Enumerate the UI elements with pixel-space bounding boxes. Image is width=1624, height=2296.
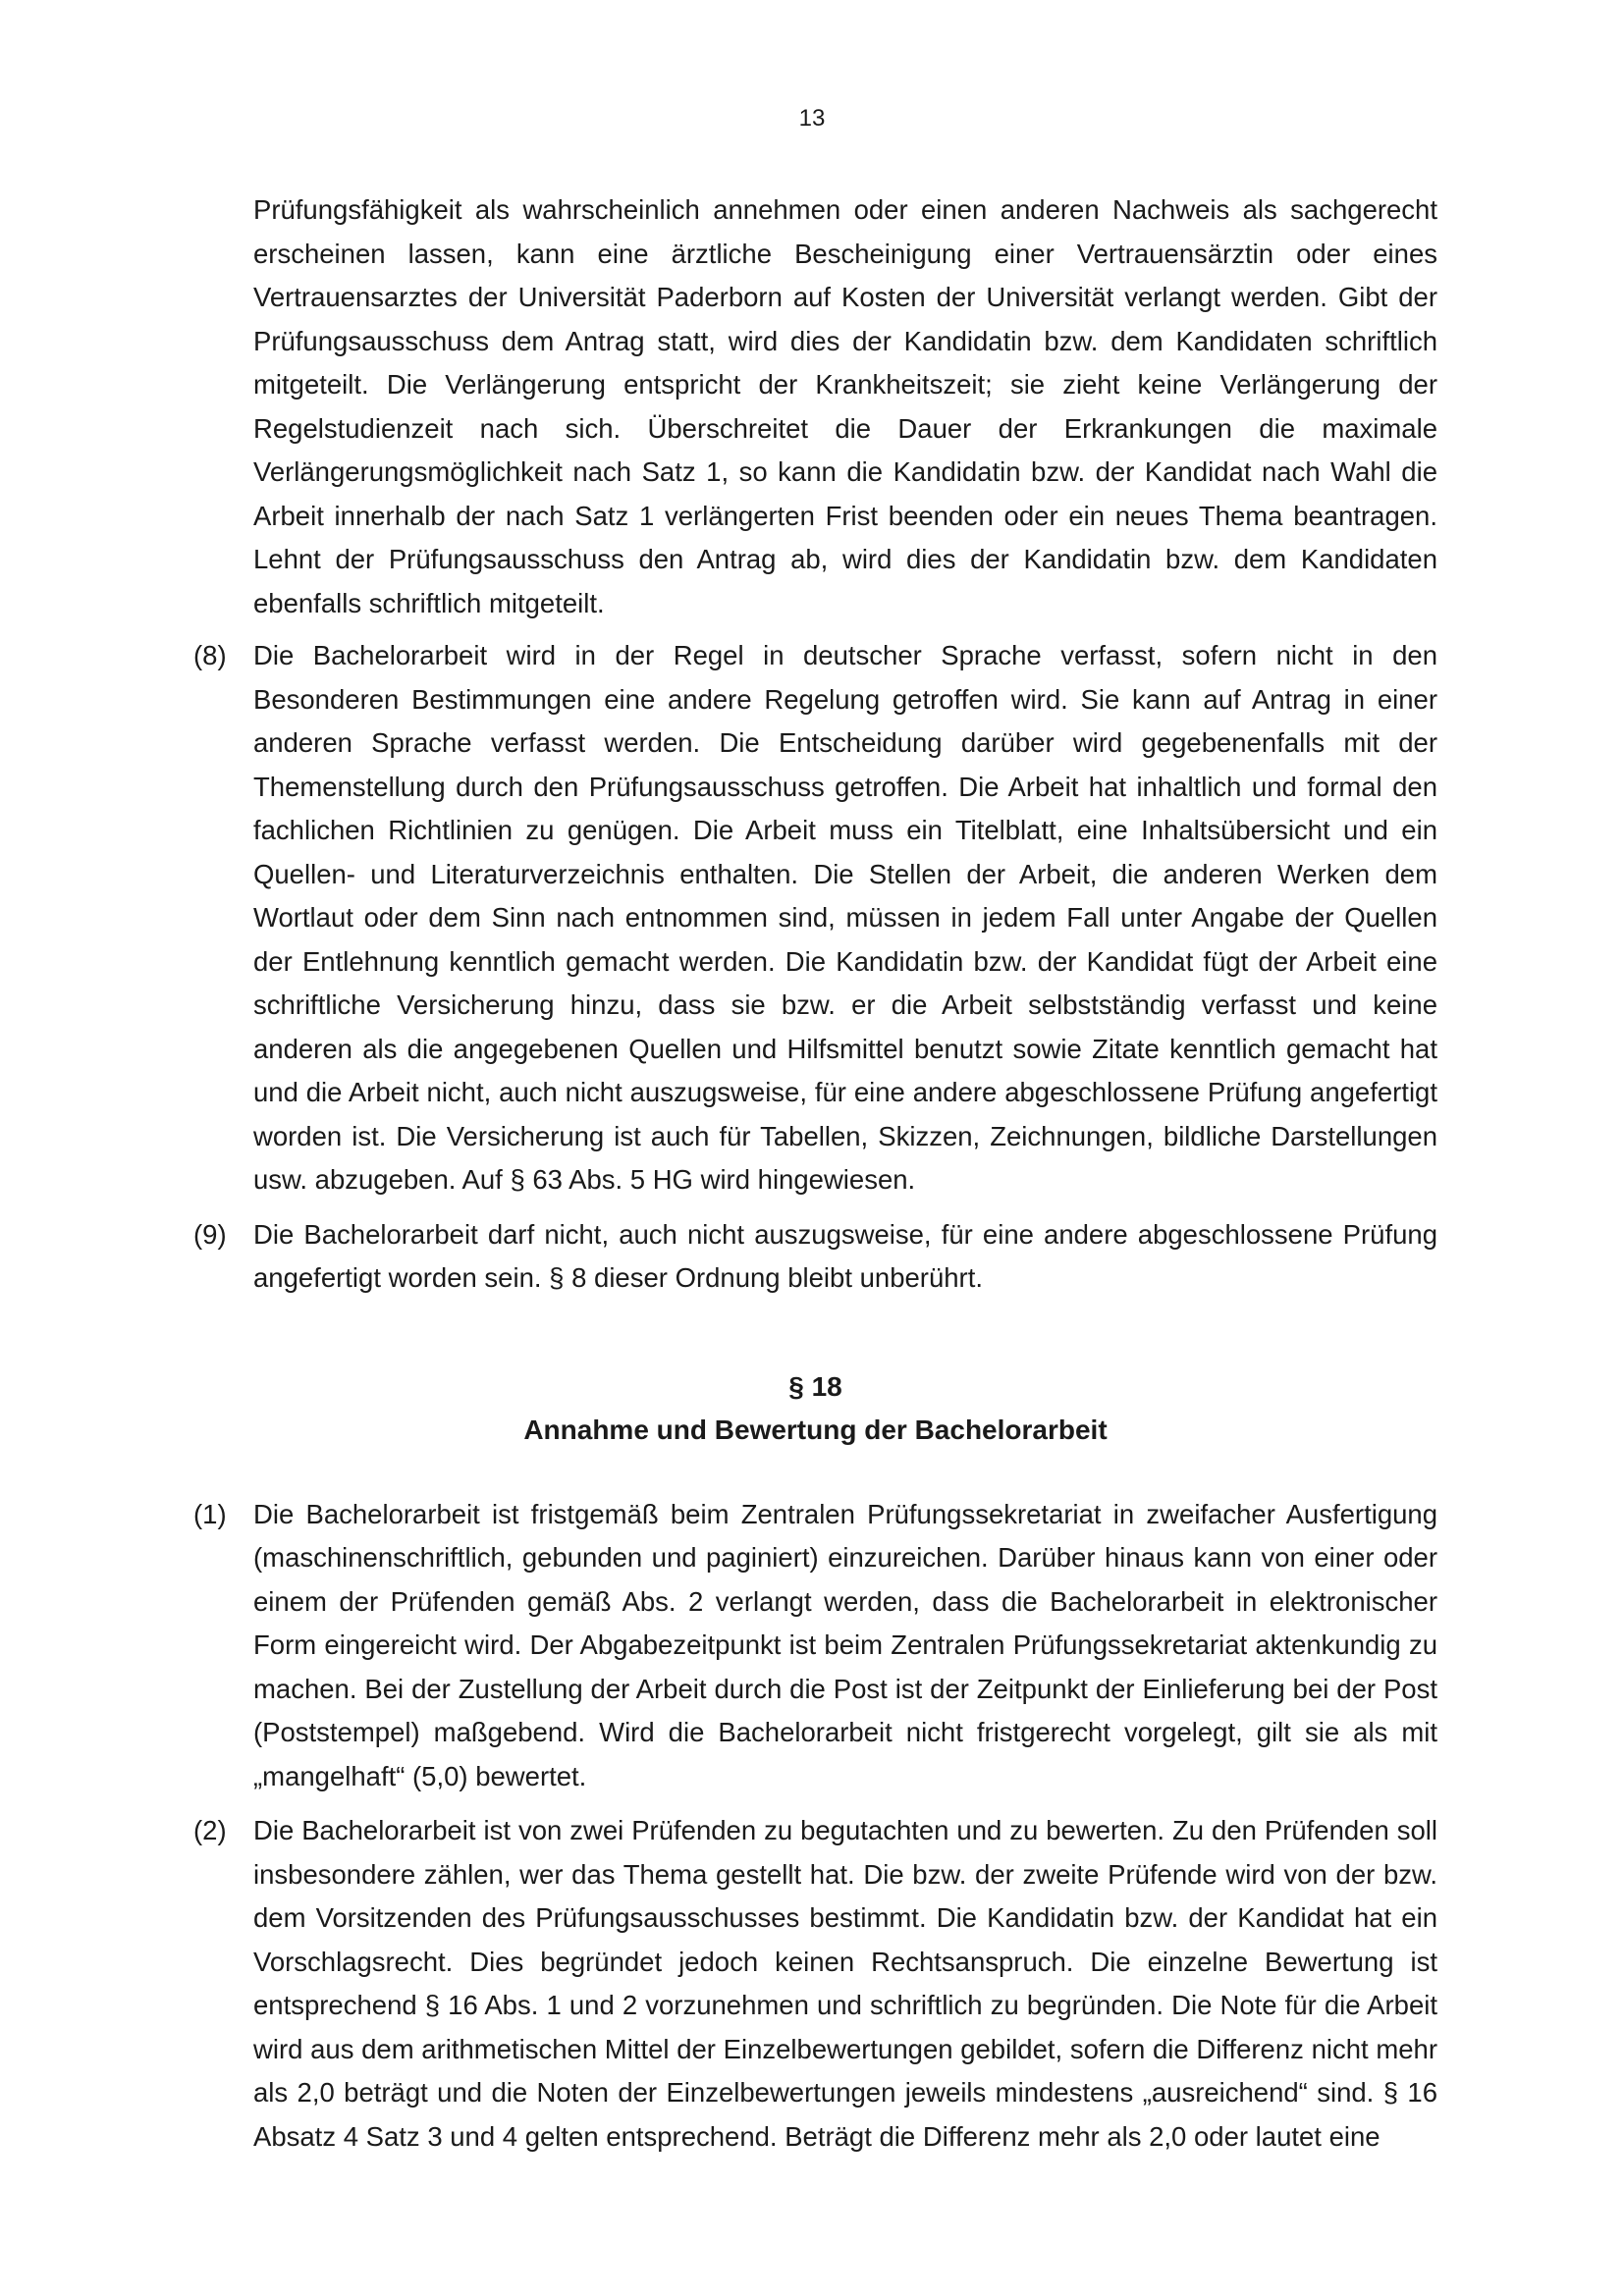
paragraph-text: Die Bachelorarbeit ist fristgemäß beim Zentralen Prüfungssekretariat in zweifacher Ausfertigung (maschinenschriftlich, gebunden und paginiert) einzureichen. Darüber hinaus kann von einer oder einem der Prüfenden gemäß Abs. 2 verlangt werden, dass die Bachelorarbeit in elektronischer Form eingereicht wird. Der Abgabezeitpunkt ist beim Zentralen Prüfungssekretariat aktenkundig zu machen. Bei der Zustellung der Arbeit durch die Post ist der Zeitpunkt der Einlieferung bei der Post (Poststempel) maßgebend. Wird die Bachelorarbeit nicht fristgerecht vorgelegt, gilt sie als mit „mangelhaft“ (5,0) bewertet.	[253, 1498, 1437, 1791]
section-title: Annahme und Bewertung der Bachelorarbeit	[523, 1414, 1108, 1445]
paragraph-text: Die Bachelorarbeit ist von zwei Prüfenden zu begutachten und zu bewerten. Zu den Prüfenden soll insbesondere zählen, wer das Thema gestellt hat. Die bzw. der zweite Prüfende wird von der bzw. dem Vorsitzenden des Prüfungsausschusses bestimmt. Die Kandidatin bzw. der Kandidat hat ein Vorschlagsrecht. Dies begründet jedoch keinen Rechtsanspruch. Die einzelne Bewertung ist entsprechend § 16 Abs. 1 und 2 vorzunehmen und schriftlich zu begründen. Die Note für die Arbeit wird aus dem arithmetischen Mittel der Einzelbewertungen gebildet, sofern die Differenz nicht mehr als 2,0 beträgt und die Noten der Einzelbewertungen jeweils mindestens „ausreichend“ sind. § 16 Absatz 4 Satz 3 und 4 gelten entsprechend. Beträgt die Differenz mehr als 2,0 oder lautet eine	[253, 1815, 1437, 2152]
paragraph-number: (1)	[193, 1498, 227, 1529]
paragraph-2	[193, 1809, 1437, 2159]
paragraph-number: (8)	[193, 640, 227, 670]
paragraph-continued	[193, 188, 1437, 625]
paragraph-text: Prüfungsfähigkeit als wahrscheinlich annehmen oder einen anderen Nachweis als sachgerecht erscheinen lassen, kann eine ärztliche Bescheinigung einer Vertrauensärztin oder eines Vertrauensarztes der Universität Paderborn auf Kosten der Universität verlangt werden. Gibt der Prüfungsausschuss dem Antrag statt, wird dies der Kandidatin bzw. dem Kandidaten schriftlich mitgeteilt. Die Verlängerung entspricht der Krankheitszeit; sie zieht keine Verlängerung der Regelstudienzeit nach sich. Überschreitet die Dauer der Erkrankungen die maximale Verlängerungsmöglichkeit nach Satz 1, so kann die Kandidatin bzw. der Kandidat nach Wahl die Arbeit innerhalb der nach Satz 1 verlängerten Frist beenden oder ein neues Thema beantragen. Lehnt der Prüfungsausschuss den Antrag ab, wird dies der Kandidatin bzw. dem Kandidaten ebenfalls schriftlich mitgeteilt.	[253, 194, 1437, 618]
paragraph-text: Die Bachelorarbeit darf nicht, auch nicht auszugsweise, für eine andere abgeschlossene Prüfung angefertigt worden sein. § 8 dieser Ordnung bleibt unberührt.	[253, 1218, 1437, 1293]
paragraph-text: Die Bachelorarbeit wird in der Regel in deutscher Sprache verfasst, sofern nicht in den Besonderen Bestimmungen eine andere Regelung getroffen wird. Sie kann auf Antrag in einer anderen Sprache verfasst werden. Die Entscheidung darüber wird gegebenenfalls mit der Themenstellung durch den Prüfungsausschuss getroffen. Die Arbeit hat inhaltlich und formal den fachlichen Richtlinien zu genügen. Die Arbeit muss ein Titelblatt, eine Inhaltsübersicht und ein Quellen- und Literaturverzeichnis enthalten. Die Stellen der Arbeit, die anderen Werken dem Wortlaut oder dem Sinn nach entnommen sind, müssen in jedem Fall unter Angabe der Quellen der Entlehnung kenntlich gemacht werden. Die Kandidatin bzw. der Kandidat fügt der Arbeit eine schriftliche Versicherung hinzu, dass sie bzw. er die Arbeit selbstständig verfasst und keine anderen als die angegebenen Quellen und Hilfsmittel benutzt sowie Zitate kenntlich gemacht hat und die Arbeit nicht, auch nicht auszugsweise, für eine andere abgeschlossene Prüfung angefertigt worden ist. Die Versicherung ist auch für Tabellen, Skizzen, Zeichnungen, bildliche Darstellungen usw. abzugeben. Auf § 63 Abs. 5 HG wird hingewiesen.	[253, 640, 1437, 1195]
paragraph-number: (2)	[193, 1815, 227, 1845]
page-number: 13	[798, 105, 826, 132]
document-body	[193, 188, 1437, 2169]
section-number: § 18	[788, 1370, 842, 1402]
paragraph-1	[193, 1493, 1437, 1799]
paragraph-9	[193, 1213, 1437, 1301]
section-heading-block	[193, 1365, 1437, 1452]
paragraph-number: (9)	[193, 1218, 227, 1250]
paragraph-8	[193, 634, 1437, 1202]
